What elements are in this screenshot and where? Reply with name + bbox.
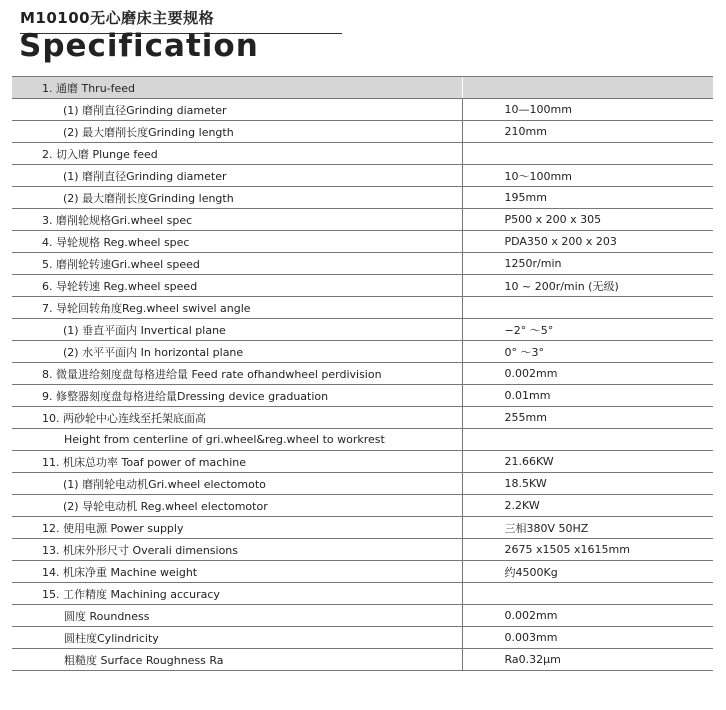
spec-row — [12, 473, 713, 495]
spec-value: 0.002mm — [462, 605, 713, 627]
spec-label: (2) 水平平面内 In horizontal plane — [12, 341, 462, 363]
spec-row — [12, 121, 713, 143]
specification-table — [12, 76, 713, 671]
spec-row — [12, 319, 713, 341]
spec-value: 1250r/min — [462, 253, 713, 275]
spec-row — [12, 561, 713, 583]
spec-row — [12, 187, 713, 209]
spec-label: 13. 机床外形尺寸 Overali dimensions — [12, 539, 462, 561]
spec-row — [12, 231, 713, 253]
spec-row — [12, 627, 713, 649]
spec-label: 1. 通磨 Thru-feed — [12, 77, 462, 99]
spec-label: 3. 磨削轮规格Gri.wheel spec — [12, 209, 462, 231]
spec-label: (2) 最大磨削长度Grinding length — [12, 121, 462, 143]
page-title-chinese: M10100无心磨床主要规格 — [20, 9, 215, 27]
spec-value: 0° ～3° — [462, 341, 713, 363]
spec-label: 4. 导轮规格 Reg.wheel spec — [12, 231, 462, 253]
spec-row — [12, 297, 713, 319]
spec-value: 0.002mm — [462, 363, 713, 385]
spec-label: Height from centerline of gri.wheel&reg.wheel to workrest — [12, 429, 462, 451]
spec-value: 10 ~ 200r/min (无级) — [462, 275, 713, 297]
spec-row — [12, 385, 713, 407]
spec-value: 10～100mm — [462, 165, 713, 187]
page-title-english: Specification — [19, 28, 259, 64]
spec-value: Ra0.32μm — [462, 649, 713, 671]
spec-label: (1) 磨削直径Grinding diameter — [12, 99, 462, 121]
spec-label: (2) 最大磨削长度Grinding length — [12, 187, 462, 209]
spec-label: 圆柱度Cylindricity — [12, 627, 462, 649]
spec-row — [12, 253, 713, 275]
spec-row — [12, 275, 713, 297]
spec-value — [462, 143, 713, 165]
spec-row — [12, 649, 713, 671]
spec-value: 10—100mm — [462, 99, 713, 121]
spec-value: 0.003mm — [462, 627, 713, 649]
spec-row — [12, 539, 713, 561]
spec-row — [12, 143, 713, 165]
spec-row — [12, 451, 713, 473]
spec-row — [12, 495, 713, 517]
spec-value: −2° ～5° — [462, 319, 713, 341]
spec-label: 粗糙度 Surface Roughness Ra — [12, 649, 462, 671]
spec-label: (1) 垂直平面内 Invertical plane — [12, 319, 462, 341]
spec-value — [462, 77, 713, 99]
specification-table-body — [12, 77, 713, 671]
spec-label: (1) 磨削轮电动机Gri.wheel electomoto — [12, 473, 462, 495]
spec-label: 12. 使用电源 Power supply — [12, 517, 462, 539]
spec-value: 2.2KW — [462, 495, 713, 517]
spec-label: 10. 两砂轮中心连线至托架底面高 — [12, 407, 462, 429]
spec-value: 18.5KW — [462, 473, 713, 495]
spec-value: 195mm — [462, 187, 713, 209]
spec-label: (2) 导轮电动机 Reg.wheel electomotor — [12, 495, 462, 517]
spec-value: 约4500Kg — [462, 561, 713, 583]
spec-label: 5. 磨削轮转速Gri.wheel speed — [12, 253, 462, 275]
spec-value — [462, 297, 713, 319]
spec-value: 2675 x1505 x1615mm — [462, 539, 713, 561]
spec-value: 210mm — [462, 121, 713, 143]
spec-row — [12, 77, 713, 99]
spec-value — [462, 583, 713, 605]
spec-value — [462, 429, 713, 451]
spec-label: 14. 机床净重 Machine weight — [12, 561, 462, 583]
spec-label: 9. 修整器刻度盘每格进给量Dressing device graduation — [12, 385, 462, 407]
spec-label: 15. 工作精度 Machining accuracy — [12, 583, 462, 605]
spec-label: 6. 导轮转速 Reg.wheel speed — [12, 275, 462, 297]
spec-label: (1) 磨削直径Grinding diameter — [12, 165, 462, 187]
spec-row — [12, 407, 713, 429]
spec-value: 0.01mm — [462, 385, 713, 407]
spec-row — [12, 583, 713, 605]
spec-label: 11. 机床总功率 Toaf power of machine — [12, 451, 462, 473]
spec-label: 7. 导轮回转角度Reg.wheel swivel angle — [12, 297, 462, 319]
spec-label: 2. 切入磨 Plunge feed — [12, 143, 462, 165]
spec-value: PDA350 x 200 x 203 — [462, 231, 713, 253]
spec-row — [12, 165, 713, 187]
spec-row — [12, 517, 713, 539]
spec-value: 255mm — [462, 407, 713, 429]
spec-value: 三相380V 50HZ — [462, 517, 713, 539]
spec-row — [12, 429, 713, 451]
spec-row — [12, 341, 713, 363]
spec-value: 21.66KW — [462, 451, 713, 473]
spec-row — [12, 99, 713, 121]
spec-label: 圆度 Roundness — [12, 605, 462, 627]
spec-row — [12, 209, 713, 231]
spec-row — [12, 605, 713, 627]
spec-value: P500 x 200 x 305 — [462, 209, 713, 231]
spec-row — [12, 363, 713, 385]
spec-label: 8. 微量进给刻度盘每格进给量 Feed rate ofhandwheel perdivision — [12, 363, 462, 385]
